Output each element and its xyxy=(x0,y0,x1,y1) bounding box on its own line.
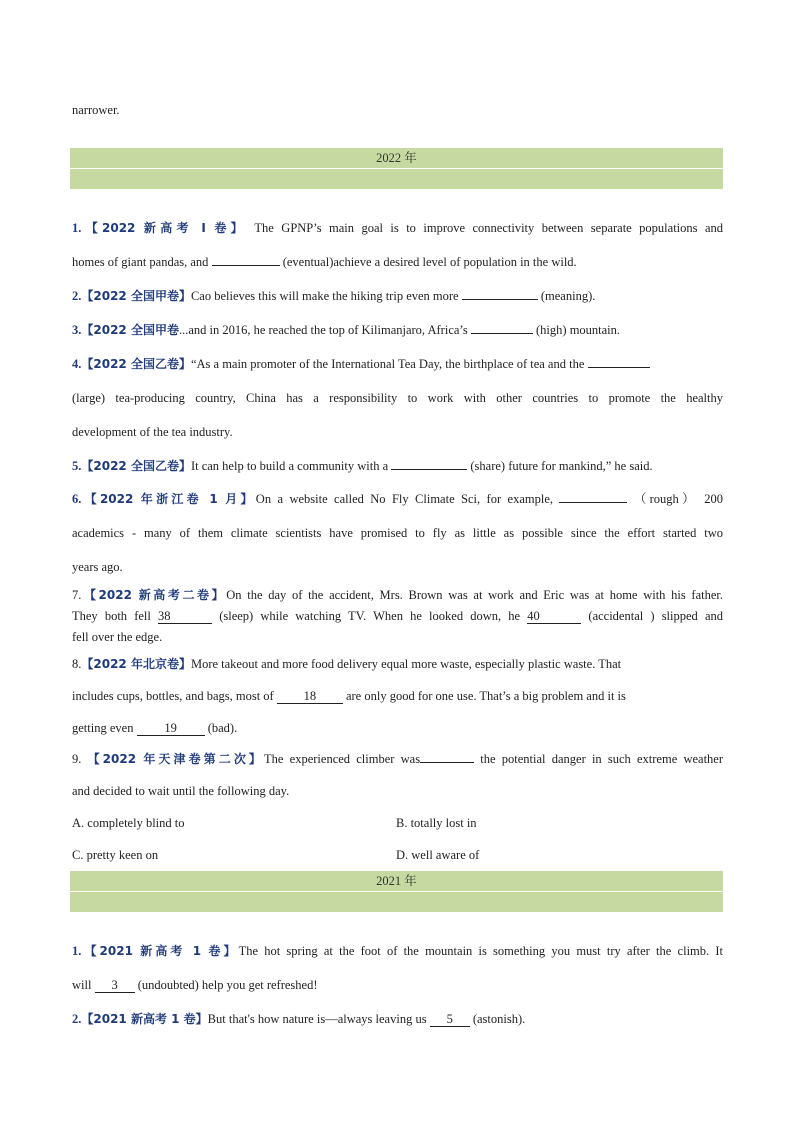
question-4-line-3: development of the tea industry. xyxy=(72,425,233,439)
question-8-line-1: 8.【2022 年北京卷】More takeout and more food delivery equal more waste, especially plastic waste. That xyxy=(72,657,622,671)
answer-blank[interactable] xyxy=(420,762,474,763)
question-6-line-3: years ago. xyxy=(72,560,123,574)
question-6-line-1: 6.【2022 年浙江卷 1 月】On a website called No Fly Climate Sci, for example, （rough） 200 xyxy=(72,492,724,506)
answer-blank[interactable]: 5 xyxy=(430,1012,470,1027)
option-a[interactable]: A. completely blind to xyxy=(72,816,185,830)
question-2021-1-line-1: 1.【2021 新高考 1 卷】The hot spring at the foot of the mountain is something you must try after the climb. It xyxy=(72,944,723,958)
question-1-line-2: homes of giant pandas, and (eventual)achieve a desired level of population in the wild. xyxy=(72,255,577,269)
answer-blank[interactable]: 3 xyxy=(95,978,135,993)
answer-blank[interactable] xyxy=(559,502,627,503)
question-9-line-2: and decided to wait until the following day. xyxy=(72,784,290,798)
question-8-line-2: includes cups, bottles, and bags, most of 18 are only good for one use. That’s a big problem and it is xyxy=(72,689,626,703)
question-7-line-2: They both fell 38 (sleep) while watching TV. When he looked down, he 40 (accidental ) slipped and xyxy=(72,609,723,623)
year-banner-2021 xyxy=(70,871,723,912)
option-b[interactable]: B. totally lost in xyxy=(396,816,477,830)
question-2021-2: 2.【2021 新高考 1 卷】But that's how nature is—always leaving us 5 (astonish). xyxy=(72,1012,526,1026)
answer-blank[interactable] xyxy=(462,299,538,300)
option-d[interactable]: D. well aware of xyxy=(396,848,480,862)
question-2: 2.【2022 全国甲卷】Cao believes this will make the hiking trip even more (meaning). xyxy=(72,289,596,303)
question-1-line-1: 1.【2022 新高考 I 卷】 The GPNP’s main goal is to improve connectivity between separate populations and xyxy=(72,221,723,235)
answer-blank[interactable] xyxy=(471,333,533,334)
question-8-line-3: getting even 19 (bad). xyxy=(72,721,238,735)
question-4-line-1: 4.【2022 全国乙卷】“As a main promoter of the International Tea Day, the birthplace of tea and the xyxy=(72,356,723,372)
year-banner-2022 xyxy=(70,148,723,189)
year-label: 2021 年 xyxy=(70,871,723,892)
question-6-line-2: academics - many of them climate scientists have promised to fly as little as possible since the effort started two xyxy=(72,526,723,540)
question-2021-1-line-2: will 3 (undoubted) help you get refreshed! xyxy=(72,978,318,992)
question-7-line-1: 7.【2022 新高考二卷】On the day of the accident, Mrs. Brown was at work and Eric was at home with his father. xyxy=(72,588,724,602)
option-c[interactable]: C. pretty keen on xyxy=(72,848,159,862)
answer-blank[interactable]: 38 xyxy=(158,609,212,624)
answer-blank[interactable] xyxy=(391,469,467,470)
top-text: narrower. xyxy=(72,103,120,117)
question-7-line-3: fell over the edge. xyxy=(72,630,163,644)
answer-blank[interactable]: 19 xyxy=(137,721,205,736)
source-tag: 【2022 新高考 I 卷】 xyxy=(81,221,247,235)
question-4-line-2: (large) tea-producing country, China has a responsibility to work with other countries to promote the healthy xyxy=(72,391,723,405)
answer-blank[interactable]: 40 xyxy=(527,609,581,624)
question-5: 5.【2022 全国乙卷】It can help to build a community with a (share) future for mankind,” he said. xyxy=(72,459,653,473)
answer-blank[interactable] xyxy=(588,367,650,368)
question-3: 3.【2022 全国甲卷...and in 2016, he reached the top of Kilimanjaro, Africa’s (high) mountain. xyxy=(72,323,621,337)
answer-blank[interactable] xyxy=(212,265,280,266)
answer-blank[interactable]: 18 xyxy=(277,689,343,704)
year-label: 2022 年 xyxy=(70,148,723,169)
question-9-line-1: 9. 【2022 年天津卷第二次】The experienced climber was the potential danger in such extreme weather xyxy=(72,752,724,766)
